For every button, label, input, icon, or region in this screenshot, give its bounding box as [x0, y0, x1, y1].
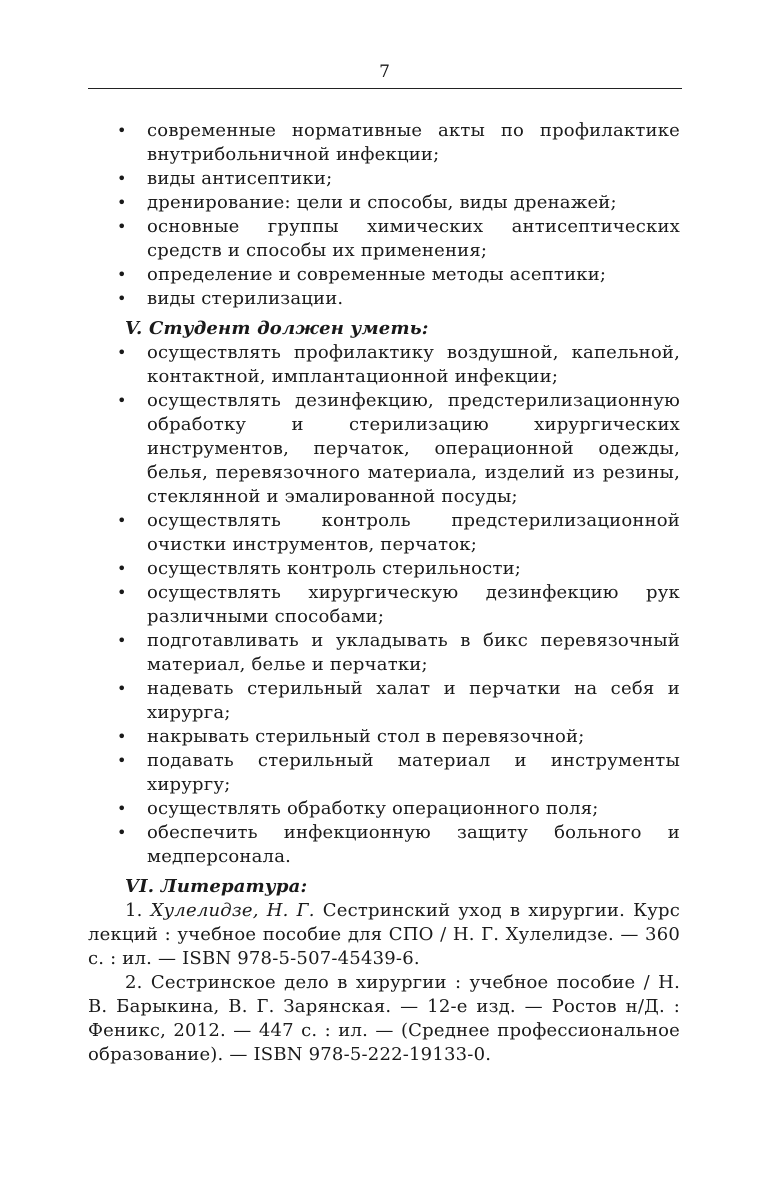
list-item: • современные нормативные акты по профилактике внутрибольничной инфекции; [117, 120, 680, 165]
list-item: • дренирование: цели и способы, виды дренажей; [117, 192, 617, 213]
reference-text: Сестринское дело в хирургии : учебное пособие / Н. В. Барыкина, В. Г. Зарянская. — 12-е изд. — Ростов н/Д. : Феникс, 2012. — 447 с. : ил. — (Среднее профессиональное образование). — ISBN 978-5-222-19133-0. [88, 972, 680, 1065]
reference-1 [88, 899, 680, 971]
page-content [88, 119, 680, 1067]
list-item: • накрывать стерильный стол в перевязочной; [117, 726, 585, 747]
list-item: • осуществлять профилактику воздушной, капельной, контактной, имплантационной инфекции; [117, 342, 680, 387]
bullet-icon: • [117, 679, 127, 698]
bullet-icon: • [117, 631, 127, 650]
section-vi-heading: VI. Литература: [125, 876, 308, 897]
bullet-icon: • [117, 217, 127, 236]
bullet-icon: • [117, 391, 127, 410]
list-item: • обеспечить инфекционную защиту больного и медперсонала. [117, 822, 680, 867]
header-rule [88, 88, 682, 89]
bullet-icon: • [117, 169, 127, 188]
list-item: • осуществлять дезинфекцию, предстерилизационную обработку и стерилизацию хирургических инструментов, перчаток, операционной одежды, белья, перевязочного материала, изделий из резины, стеклянной и эмалированной посуды; [117, 390, 680, 507]
bullet-icon: • [117, 751, 127, 770]
reference-2 [88, 971, 680, 1067]
bullet-icon: • [117, 511, 127, 530]
list-item: • осуществлять контроль предстерилизационной очистки инструментов, перчаток; [117, 510, 680, 555]
bullet-icon: • [117, 343, 127, 362]
list-item: • осуществлять контроль стерильности; [117, 558, 522, 579]
bullet-icon: • [117, 823, 127, 842]
bullet-icon: • [117, 289, 127, 308]
section-v-heading: V. Студент должен уметь: [125, 318, 429, 339]
list-item: • определение и современные методы асептики; [117, 264, 607, 285]
bullet-icon: • [117, 193, 127, 212]
reference-author: Хулелидзе, Н. Г. [150, 900, 315, 921]
page-number: 7 [379, 62, 390, 82]
list-item: • основные группы химических антисептических средств и способы их применения; [117, 216, 680, 261]
list-item: • осуществлять обработку операционного поля; [117, 798, 599, 819]
bullet-icon: • [117, 559, 127, 578]
list-item: • виды антисептики; [117, 168, 333, 189]
list-item: • подавать стерильный материал и инструменты хирургу; [117, 750, 680, 795]
bullet-icon: • [117, 583, 127, 602]
list-item: • осуществлять хирургическую дезинфекцию рук различными способами; [117, 582, 680, 627]
reference-number: 2. [125, 972, 143, 993]
list-item: • виды стерилизации. [117, 288, 344, 309]
reference-number: 1. [125, 900, 143, 921]
skills-list [88, 341, 680, 869]
list-item: • надевать стерильный халат и перчатки на себя и хирурга; [117, 678, 680, 723]
knowledge-list [88, 119, 680, 311]
bullet-icon: • [117, 727, 127, 746]
bullet-icon: • [117, 121, 127, 140]
reference-text: Сестринский уход в хирургии. Курс лекций : учебное пособие для СПО / Н. Г. Хулелидзе. — 360 с. : ил. — ISBN 978-5-507-45439-6. [88, 900, 681, 969]
bullet-icon: • [117, 799, 127, 818]
bullet-icon: • [117, 265, 127, 284]
list-item: • подготавливать и укладывать в бикс перевязочный материал, белье и перчатки; [117, 630, 680, 675]
